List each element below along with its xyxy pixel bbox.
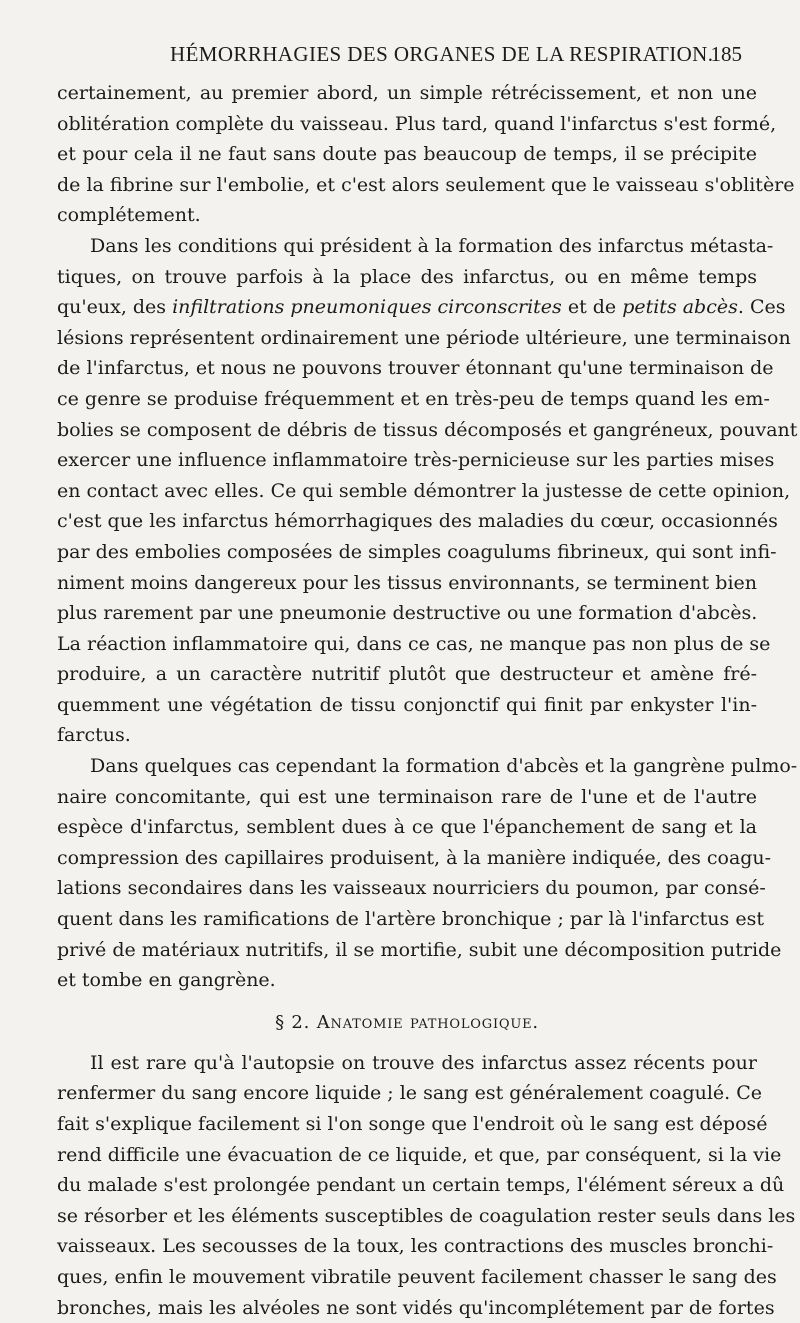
section-title: Anatomie pathologique. [316, 1011, 539, 1033]
text-line: certainement, au premier abord, un simple rétrécissement, et non une [57, 82, 757, 104]
text-line: rend difficile une évacuation de ce liquide, et que, par conséquent, si la vie [57, 1143, 782, 1166]
text-line: de l'infarctus, et nous ne pouvons trouver étonnant qu'une terminaison de [57, 357, 774, 380]
emphasis-abces: petits abcès [622, 296, 738, 319]
section-number: § 2. [275, 1011, 311, 1033]
text-line: plus rarement par une pneumonie destructive ou une formation d'abcès. [57, 602, 758, 625]
page-number: 185 [710, 42, 742, 66]
text-line: et tombe en gangrène. [57, 969, 276, 992]
text-line: se résorber et les éléments susceptibles de coagulation rester seuls dans les [57, 1204, 796, 1227]
text-line: par des embolies composées de simples coagulums fibrineux, qui sont infi- [57, 540, 777, 563]
text-line: fait s'explique facilement si l'on songe que l'endroit où le sang est déposé [57, 1113, 768, 1135]
text-line: farctus. [57, 724, 131, 747]
text-line: ce genre se produise fréquemment et en très-peu de temps quand les em- [57, 387, 770, 410]
body-text [57, 78, 798, 1323]
text-line: quent dans les ramifications de l'artère bronchique ; par là l'infarctus est [57, 908, 764, 931]
text-line: La réaction inflammatoire qui, dans ce cas, ne manque pas non plus de se [57, 632, 771, 655]
text-line: Dans les conditions qui président à la formation des infarctus métasta- [90, 234, 774, 257]
text-line: espèce d'infarctus, semblent dues à ce que l'épanchement de sang et la [57, 816, 757, 839]
text-line: ques, enfin le mouvement vibratile peuvent facilement chasser le sang des [57, 1265, 777, 1288]
text-fragment: et de [561, 296, 623, 319]
emphasis-infiltrations: infiltrations pneumoniques circonscrites [172, 296, 562, 319]
text-line: lésions représentent ordinairement une période ultérieure, une terminaison [57, 326, 791, 349]
text-fragment: . Ces [737, 296, 786, 319]
paragraph-4 [57, 1048, 796, 1323]
text-line: lations secondaires dans les vaisseaux nourriciers du poumon, par consé- [57, 877, 766, 900]
running-title: HÉMORRHAGIES DES ORGANES DE LA RESPIRATION. [170, 42, 714, 66]
paragraph-3 [57, 751, 798, 996]
text-line: c'est que les infarctus hémorrhagiques des maladies du cœur, occasionnés [57, 510, 778, 533]
text-line: naire concomitante, qui est une terminaison rare de l'une et de l'autre [57, 785, 757, 808]
text-line: renfermer du sang encore liquide ; le sang est généralement coagulé. Ce [57, 1082, 763, 1105]
text-line: niment moins dangereux pour les tissus environnants, se terminent bien [57, 571, 757, 594]
text-line: complétement. [57, 204, 201, 227]
text-line: Il est rare qu'à l'autopsie on trouve des infarctus assez récents pour [90, 1051, 757, 1074]
text-line: du malade s'est prolongée pendant un certain temps, l'élément séreux a dû [57, 1174, 785, 1197]
page-header [0, 42, 800, 68]
text-line: compression des capillaires produisent, à la manière indiquée, des coagu- [57, 846, 772, 869]
text-line: en contact avec elles. Ce qui semble démontrer la justesse de cette opinion, [57, 479, 791, 502]
paragraph-2 [57, 231, 798, 751]
paragraph-1 [57, 78, 795, 231]
text-line: exercer une influence inflammatoire très-pernicieuse sur les parties mises [57, 449, 775, 472]
text-line: bolies se composent de débris de tissus décomposés et gangréneux, pouvant [57, 418, 798, 441]
text-line-with-emphasis [57, 292, 786, 323]
text-line: oblitération complète du vaisseau. Plus tard, quand l'infarctus s'est formé, [57, 112, 777, 135]
text-line: quemment une végétation de tissu conjonctif qui finit par enkyster l'in- [57, 693, 757, 716]
text-line: vaisseaux. Les secousses de la toux, les contractions des muscles bronchi- [57, 1235, 774, 1258]
section-heading [57, 1002, 757, 1044]
text-line: Dans quelques cas cependant la formation d'abcès et la gangrène pulmo- [90, 755, 798, 778]
text-line: tiques, on trouve parfois à la place des infarctus, ou en même temps [57, 265, 757, 288]
text-line: bronches, mais les alvéoles ne sont vidés qu'incomplétement par de fortes [57, 1296, 775, 1319]
text-fragment: qu'eux, des [57, 296, 173, 319]
text-line: privé de matériaux nutritifs, il se mortifie, subit une décomposition putride [57, 938, 782, 961]
text-line: et pour cela il ne faut sans doute pas beaucoup de temps, il se précipite [57, 143, 757, 166]
text-line: de la fibrine sur l'embolie, et c'est alors seulement que le vaisseau s'oblitère [57, 173, 795, 196]
text-line: produire, a un caractère nutritif plutôt que destructeur et amène fré- [57, 663, 757, 686]
